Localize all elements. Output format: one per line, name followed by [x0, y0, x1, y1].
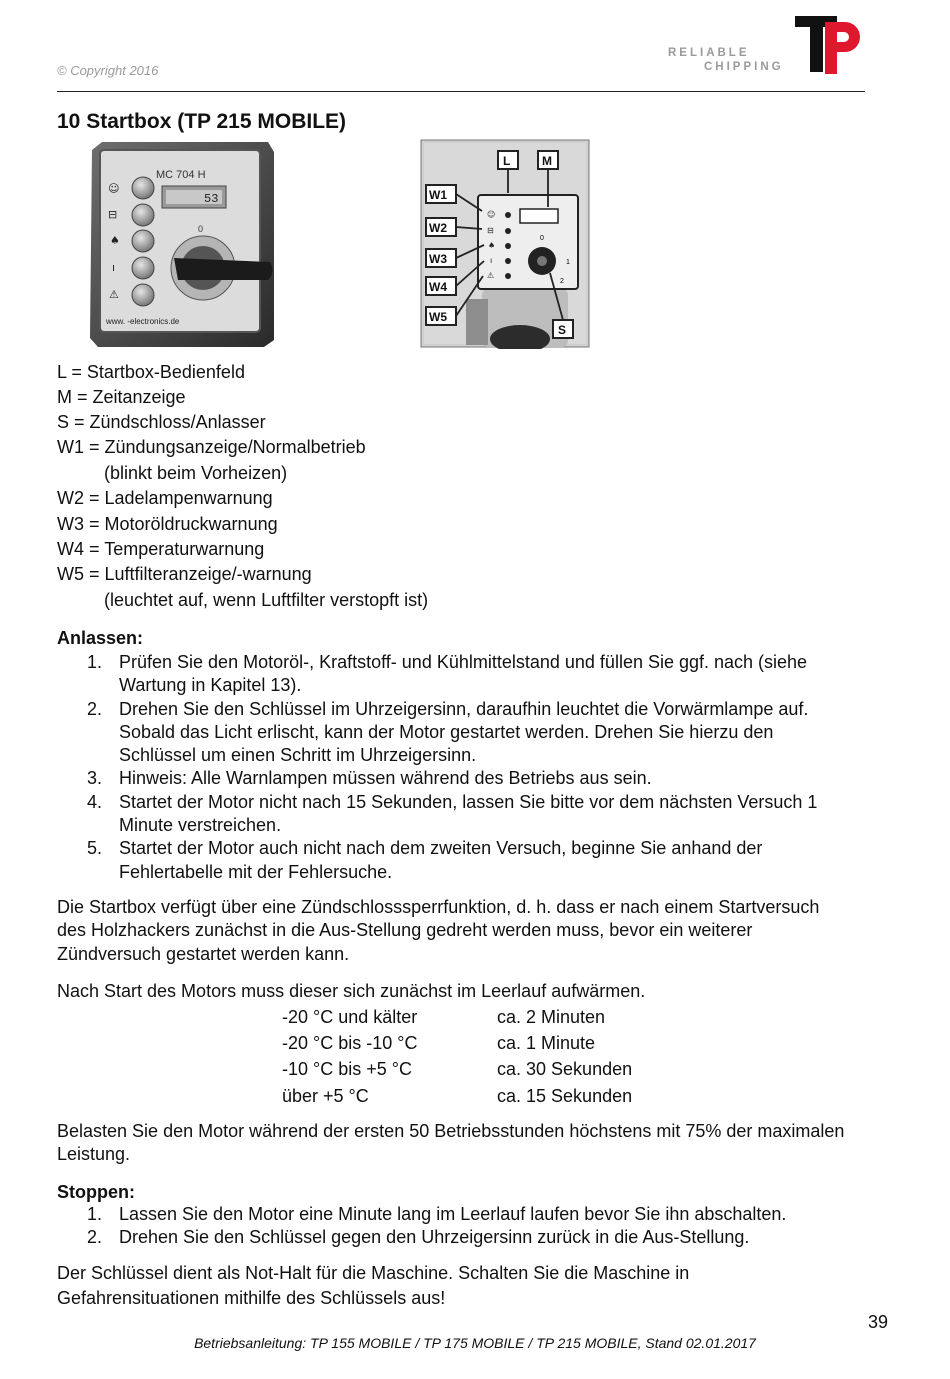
list-item: 4. Startet der Motor nicht nach 15 Sekunden, lassen Sie bitte vor dem nächsten Versuch 1 Minute verstreichen.: [87, 791, 818, 836]
legend-M: M = Zeitanzeige: [57, 387, 186, 407]
legend-W3: W3 = Motoröldruckwarnung: [57, 514, 278, 534]
svg-text:⊟: ⊟: [108, 208, 118, 221]
anlassen-heading: Anlassen:: [57, 628, 144, 648]
paragraph-nothalt: Der Schlüssel dient als Not-Halt für die Maschine. Schalten Sie die Maschine in Gefahrensituationen mithilfe des Schlüssels aus!: [57, 1263, 690, 1308]
legend-S: S = Zündschloss/Anlasser: [57, 412, 266, 432]
svg-text:♠: ♠: [110, 234, 120, 247]
callout-M: M: [542, 154, 552, 168]
warmup-time: ca. 15 Sekunden: [497, 1086, 633, 1106]
brand-tagline-2: CHIPPING: [704, 61, 784, 73]
paragraph-belastung: Belasten Sie den Motor während der ersten 50 Betriebsstunden höchstens mit 75% der maximalen Leistung.: [57, 1121, 845, 1165]
stoppen-list: [57, 1203, 786, 1250]
legend-W5-note: (leuchtet auf, wenn Luftfilter verstopft ist): [104, 590, 429, 610]
callout-W3: W3: [429, 252, 447, 266]
callout-W2: W2: [429, 221, 447, 235]
list-item: 2. Drehen Sie den Schlüssel gegen den Uhrzeigersinn zurück in die Aus-Stellung.: [87, 1227, 750, 1248]
svg-text:ı: ı: [490, 256, 493, 265]
warmup-temp: -10 °C bis +5 °C: [282, 1059, 412, 1079]
legend-W4: W4 = Temperaturwarnung: [57, 539, 265, 559]
diagram-pos-2: 2: [560, 278, 564, 285]
legend-W2: W2 = Ladelampenwarnung: [57, 488, 273, 508]
callout-W4: W4: [429, 280, 447, 294]
list-item: 3. Hinweis: Alle Warnlampen müssen während des Betriebs aus sein.: [87, 768, 652, 789]
section-title: 10 Startbox (TP 215 MOBILE): [57, 110, 347, 133]
list-item: 1. Prüfen Sie den Motoröl-, Kraftstoff- und Kühlmittelstand und füllen Sie ggf. nach (siehe Wartung in Kapitel 13).: [87, 652, 808, 696]
diagram-pos-1: 1: [566, 259, 570, 266]
brand-tagline-1: RELIABLE: [668, 47, 750, 59]
warmup-time: ca. 30 Sekunden: [497, 1059, 633, 1079]
svg-text:♠: ♠: [488, 241, 496, 250]
warmup-temp: -20 °C bis -10 °C: [282, 1033, 418, 1053]
svg-text:ı: ı: [112, 261, 116, 274]
anlassen-list: [57, 651, 817, 884]
copyright-notice: © Copyright 2016: [57, 63, 159, 78]
startbox-diagram: [420, 139, 590, 349]
legend-L: L = Startbox-Bedienfeld: [57, 362, 245, 382]
footer-text: Betriebsanleitung: TP 155 MOBILE / TP 175 MOBILE / TP 215 MOBILE, Stand 02.01.2017: [194, 1335, 756, 1351]
callout-S: S: [558, 323, 567, 337]
list-item: 5. Startet der Motor auch nicht nach dem zweiten Versuch, beginne Sie anhand der Fehlertabelle mit der Fehlersuche.: [87, 838, 763, 882]
tp-logo: [795, 14, 870, 76]
warmup-time: ca. 2 Minuten: [497, 1007, 606, 1027]
legend-W5: W5 = Luftfilteranzeige/-warnung: [57, 564, 312, 584]
header-rule: [57, 91, 865, 92]
list-item: 1. Lassen Sie den Motor eine Minute lang im Leerlauf laufen bevor Sie ihn abschalten.: [87, 1204, 787, 1224]
svg-text:⊟: ⊟: [487, 226, 494, 235]
callout-W1: W1: [429, 188, 447, 202]
photo-key-zero: 0: [198, 224, 204, 234]
photo-model-label: MC 704 H: [156, 169, 206, 181]
warmup-intro: Nach Start des Motors muss dieser sich zunächst im Leerlauf aufwärmen.: [57, 981, 646, 1001]
svg-text:☺: ☺: [487, 210, 496, 219]
paragraph-zuendsperre: Die Startbox verfügt über eine Zündschlosssperrfunktion, d. h. dass er nach einem Startversuch des Holzhackers zunächst in die Aus-Stellung gedreht werden muss, bevor ein weiterer Zündversuch gestartet werden kann.: [57, 897, 820, 964]
legend-W1-note: (blinkt beim Vorheizen): [104, 463, 288, 483]
legend-W1: W1 = Zündungsanzeige/Normalbetrieb: [57, 437, 366, 457]
startbox-photo: [88, 140, 278, 348]
callout-W5: W5: [429, 310, 447, 324]
list-item: 2. Drehen Sie den Schlüssel im Uhrzeigersinn, daraufhin leuchtet die Vorwärmlampe auf. Sobald das Licht erlischt, kann der Motor gestartet werden. Drehen Sie hierzu den Schlüssel um einen Schritt im Uhrzeigersinn.: [87, 698, 809, 766]
callout-L: L: [503, 154, 511, 168]
svg-text:⚠: ⚠: [487, 271, 495, 280]
stoppen-heading: Stoppen:: [57, 1182, 135, 1202]
page-number: 39: [867, 1312, 888, 1332]
diagram-pos-0: 0: [540, 235, 544, 242]
warmup-time: ca. 1 Minute: [497, 1033, 596, 1053]
photo-display-value: 53: [204, 192, 219, 206]
svg-text:⚠: ⚠: [109, 288, 119, 301]
warmup-temp: -20 °C und kälter: [282, 1007, 418, 1027]
photo-brand: www. -electronics.de: [106, 317, 180, 326]
svg-text:☺: ☺: [108, 182, 120, 195]
warmup-temp: über +5 °C: [282, 1086, 369, 1106]
